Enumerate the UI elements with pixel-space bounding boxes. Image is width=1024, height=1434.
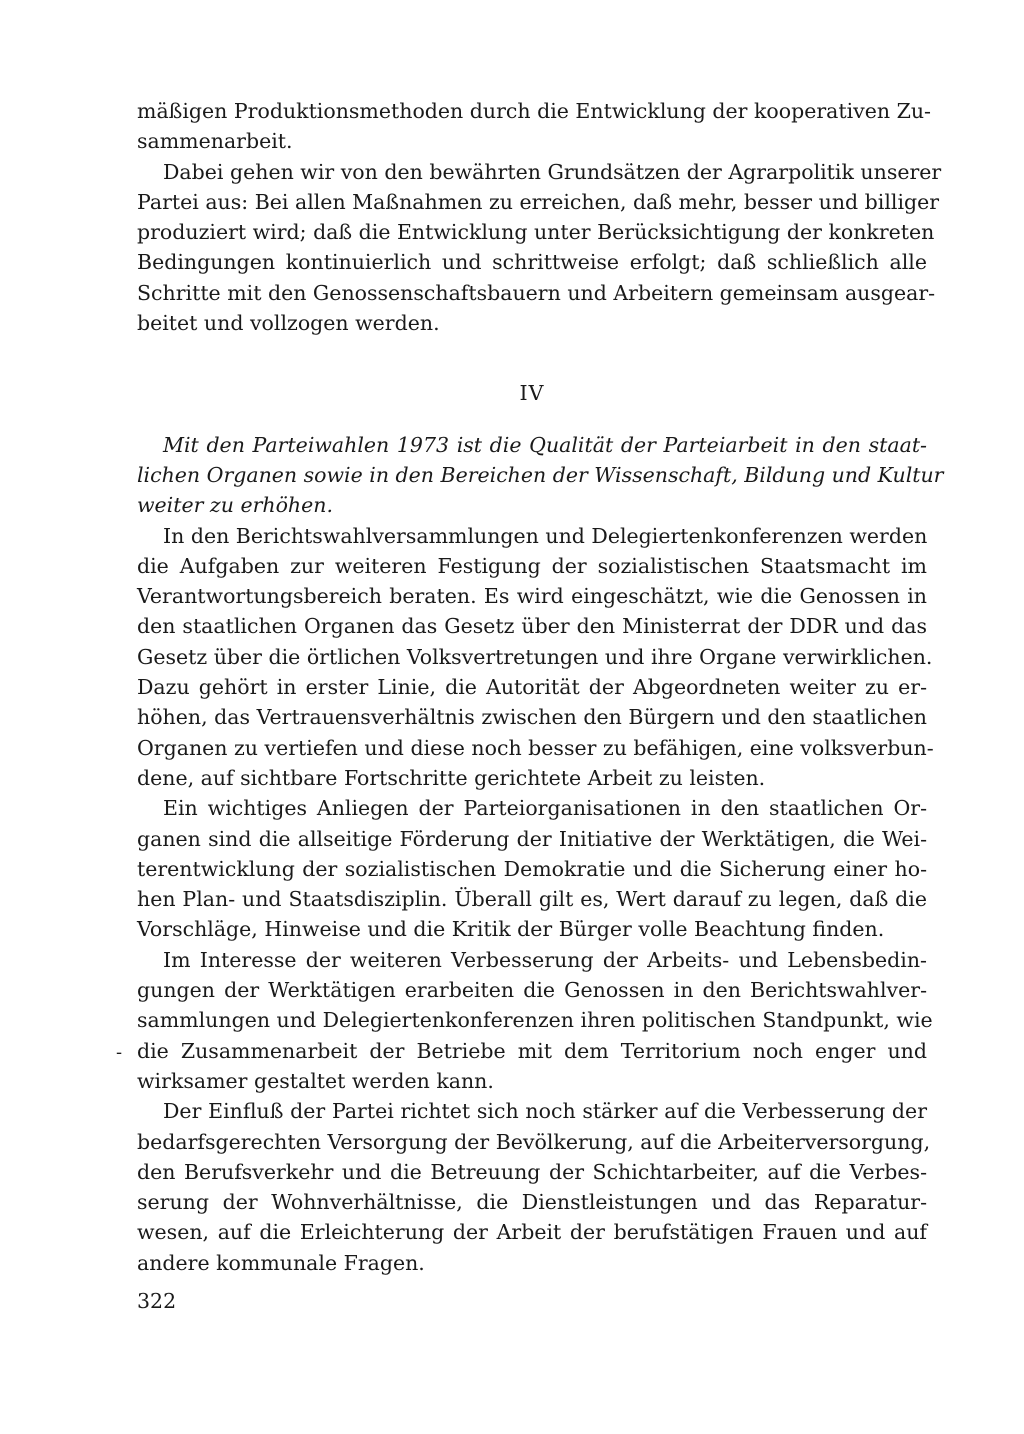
page-body — [137, 96, 944, 1278]
text-line: sammenarbeit. — [137, 129, 293, 154]
paragraph-1 — [137, 96, 931, 157]
text-line: Dabei gehen wir von den bewährten Grundsätzen der Agrarpolitik unserer — [163, 159, 942, 184]
text-line: weiter zu erhöhen. — [137, 493, 333, 518]
text-line: Dazu gehört in erster Linie, die Autorität der Abgeordneten weiter zu er- — [137, 675, 927, 700]
text-line: Ein wichtiges Anliegen der Parteiorganisationen in den staatlichen Or- — [163, 796, 927, 821]
margin-mark: - — [116, 1042, 123, 1063]
text-line: den staatlichen Organen das Gesetz über den Ministerrat der DDR und das — [137, 614, 927, 639]
text-line: Der Einfluß der Partei richtet sich noch stärker auf die Verbesserung der — [163, 1099, 927, 1124]
text-line: die Aufgaben zur weiteren Festigung der sozialistischen Staatsmacht im — [137, 553, 927, 578]
text-line: dene, auf sichtbare Fortschritte gerichtete Arbeit zu leisten. — [137, 765, 766, 790]
text-line: Mit den Parteiwahlen 1973 ist die Qualität der Parteiarbeit in den staat- — [163, 432, 927, 457]
text-line: ganen sind die allseitige Förderung der Initiative der Werktätigen, die Wei- — [137, 826, 927, 851]
paragraph-6 — [137, 945, 933, 1096]
text-line: wirksamer gestaltet werden kann. — [137, 1068, 494, 1093]
text-line: die Zusammenarbeit der Betriebe mit dem Territorium noch enger und — [137, 1038, 927, 1063]
text-line: Gesetz über die örtlichen Volksvertretungen und ihre Organe verwirklichen. — [137, 644, 933, 669]
paragraph-italic-summary — [137, 430, 944, 521]
text-line: wesen, auf die Erleichterung der Arbeit der berufstätigen Frauen und auf — [137, 1220, 927, 1245]
text-line: den Berufsverkehr und die Betreuung der Schichtarbeiter, auf die Verbes- — [137, 1159, 927, 1184]
text-line: Verantwortungsbereich beraten. Es wird eingeschätzt, wie die Genossen in — [137, 584, 927, 609]
page-number: 322 — [137, 1289, 177, 1313]
text-line: Vorschläge, Hinweise und die Kritik der Bürger volle Beachtung finden. — [137, 917, 885, 942]
text-line: Schritte mit den Genossenschaftsbauern und Arbeitern gemeinsam ausgear- — [137, 280, 936, 305]
text-line: hen Plan- und Staatsdisziplin. Überall gilt es, Wert darauf zu legen, daß die — [137, 887, 927, 912]
section-heading: IV — [519, 381, 545, 406]
text-line: andere kommunale Fragen. — [137, 1250, 425, 1275]
text-line: Im Interesse der weiteren Verbesserung der Arbeits- und Lebensbedin- — [163, 947, 927, 972]
text-line: Organen zu vertiefen und diese noch besser zu befähigen, eine volksverbun- — [137, 735, 934, 760]
text-line: serung der Wohnverhältnisse, die Dienstleistungen und das Reparatur- — [137, 1190, 927, 1215]
paragraph-7 — [137, 1096, 931, 1278]
text-line: In den Berichtswahlversammlungen und Delegiertenkonferenzen werden — [163, 523, 928, 548]
text-line: höhen, das Vertrauensverhältnis zwischen den Bürgern und den staatlichen — [137, 705, 927, 730]
text-line: Bedingungen kontinuierlich und schrittweise erfolgt; daß schließlich alle — [137, 250, 927, 275]
text-line: mäßigen Produktionsmethoden durch die Entwicklung der kooperativen Zu- — [137, 99, 931, 123]
text-line: bedarfsgerechten Versorgung der Bevölkerung, auf die Arbeiterversorgung, — [137, 1129, 931, 1154]
text-line: Partei aus: Bei allen Maßnahmen zu erreichen, daß mehr, besser und billiger — [137, 189, 940, 214]
text-line: produziert wird; daß die Entwicklung unter Berücksichtigung der konkreten — [137, 220, 935, 245]
text-line: lichen Organen sowie in den Bereichen der Wissenschaft, Bildung und Kultur — [137, 462, 944, 487]
paragraph-4 — [137, 521, 934, 794]
text-line: sammlungen und Delegiertenkonferenzen ihren politischen Standpunkt, wie — [137, 1008, 933, 1033]
text-line: beitet und vollzogen werden. — [137, 311, 440, 336]
text-line: gungen der Werktätigen erarbeiten die Genossen in den Berichtswahlver- — [137, 978, 927, 1003]
text-line: terentwicklung der sozialistischen Demokratie und die Sicherung einer ho- — [137, 856, 927, 881]
paragraph-2 — [137, 157, 942, 339]
paragraph-5 — [137, 793, 927, 944]
